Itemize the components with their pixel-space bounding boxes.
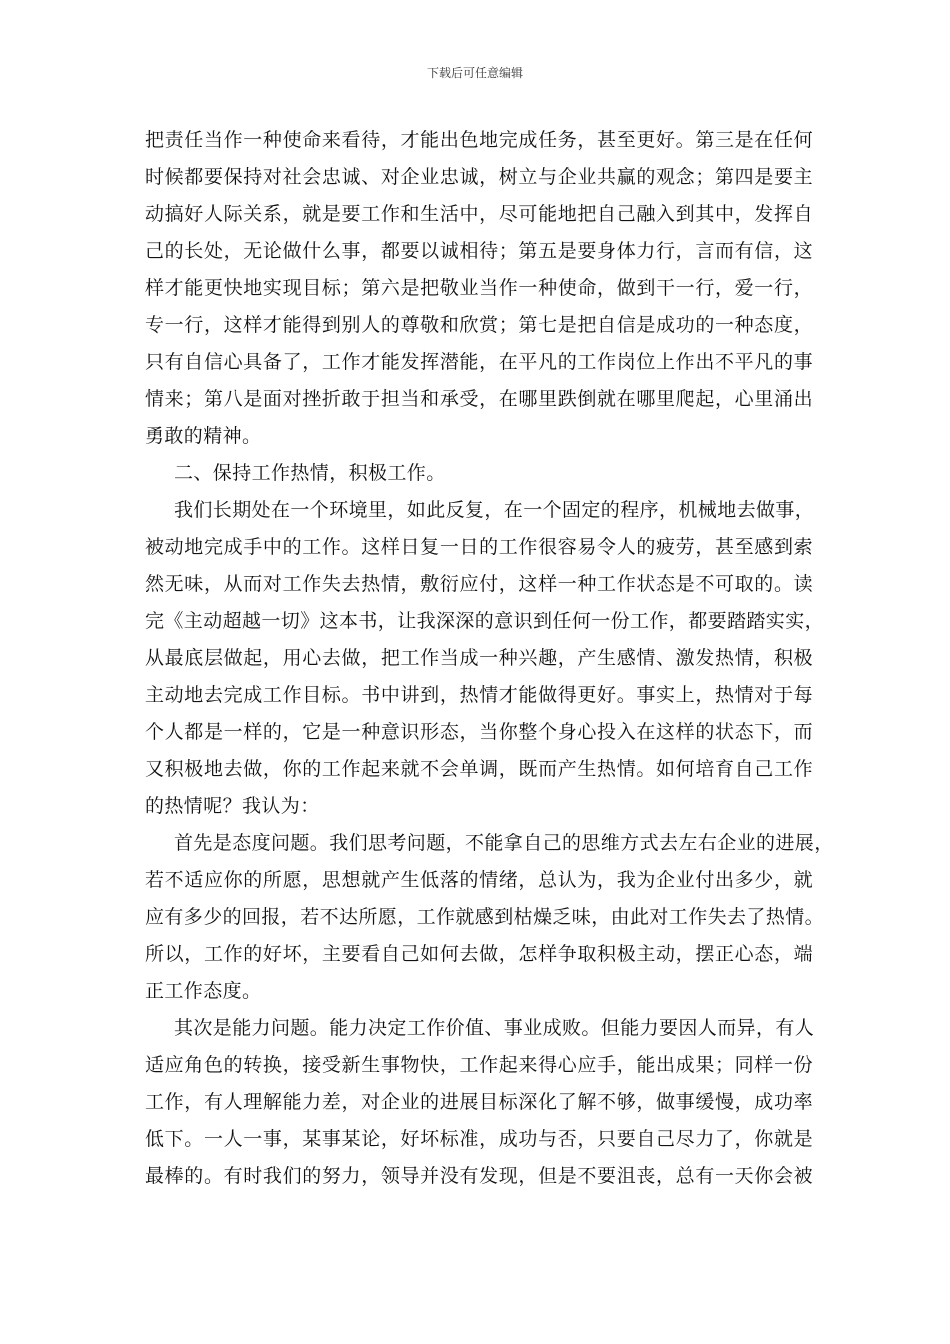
text-line: 然无味，从而对工作失去热情，敷衍应付，这样一种工作状态是不可取的。读	[145, 573, 813, 595]
text-line: 从最底层做起，用心去做，把工作当成一种兴趣，产生感情、激发热情，积极	[145, 647, 813, 669]
text-line: 主动地去完成工作目标。书中讲到，热情才能做得更好。事实上，热情对于每	[145, 684, 813, 706]
document-body	[145, 122, 834, 1195]
text-line: 己的长处，无论做什么事，都要以诚相待；第五是要身体力行，言而有信，这	[145, 240, 813, 262]
text-line: 首先是态度问题。我们思考问题，不能拿自己的思维方式去左右企业的进展，	[174, 832, 834, 854]
text-line: 最棒的。有时我们的努力，领导并没有发现，但是不要沮丧，总有一天你会被	[145, 1165, 813, 1187]
text-line: 只有自信心具备了，工作才能发挥潜能，在平凡的工作岗位上作出不平凡的事	[145, 351, 813, 373]
text-line: 二、保持工作热情，积极工作。	[174, 462, 446, 484]
page-header: 下载后可任意编辑	[426, 66, 523, 80]
text-line: 工作，有人理解能力差，对企业的进展目标深化了解不够，做事缓慢，成功率	[145, 1091, 813, 1113]
text-line: 专一行，这样才能得到别人的尊敬和欣赏；第七是把自信是成功的一种态度，	[145, 314, 813, 336]
text-line: 我们长期处在一个环境里，如此反复，在一个固定的程序，机械地去做事，	[174, 499, 815, 521]
text-line: 适应角色的转换，接受新生事物快，工作起来得心应手，能出成果；同样一份	[145, 1054, 813, 1076]
text-line: 勇敢的精神。	[145, 425, 262, 447]
text-line: 样才能更快地实现目标；第六是把敬业当作一种使命，做到干一行，爱一行，	[145, 277, 813, 299]
text-line: 低下。一人一事，某事某论，好坏标准，成功与否，只要自己尽力了，你就是	[145, 1128, 813, 1150]
text-line: 其次是能力问题。能力决定工作价值、事业成败。但能力要因人而异，有人	[174, 1017, 815, 1039]
text-line: 若不适应你的所愿，思想就产生低落的情绪，总认为，我为企业付出多少，就	[145, 869, 813, 891]
text-line: 动搞好人际关系，就是要工作和生活中，尽可能地把自己融入到其中，发挥自	[145, 203, 813, 225]
text-line: 情来；第八是面对挫折敢于担当和承受，在哪里跌倒就在哪里爬起，心里涌出	[145, 388, 813, 410]
text-line: 的热情呢？我认为：	[145, 795, 320, 817]
text-line: 正工作态度。	[145, 980, 262, 1002]
text-line: 完《主动超越一切》这本书，让我深深的意识到任何一份工作，都要踏踏实实，	[145, 610, 825, 632]
text-line: 又积极地去做，你的工作起来就不会单调，既而产生热情。如何培育自己工作	[145, 758, 813, 780]
text-line: 所以，工作的好坏，主要看自己如何去做，怎样争取积极主动，摆正心态，端	[145, 943, 813, 965]
text-line: 应有多少的回报，若不达所愿，工作就感到枯燥乏味，由此对工作失去了热情。	[145, 906, 825, 928]
text-line: 被动地完成手中的工作。这样日复一日的工作很容易令人的疲劳，甚至感到索	[145, 536, 813, 558]
text-line: 把责任当作一种使命来看待，才能出色地完成任务，甚至更好。第三是在任何	[145, 129, 813, 151]
text-line: 个人都是一样的，它是一种意识形态，当你整个身心投入在这样的状态下，而	[145, 721, 813, 743]
text-line: 时候都要保持对社会忠诚、对企业忠诚，树立与企业共赢的观念；第四是要主	[145, 166, 813, 188]
